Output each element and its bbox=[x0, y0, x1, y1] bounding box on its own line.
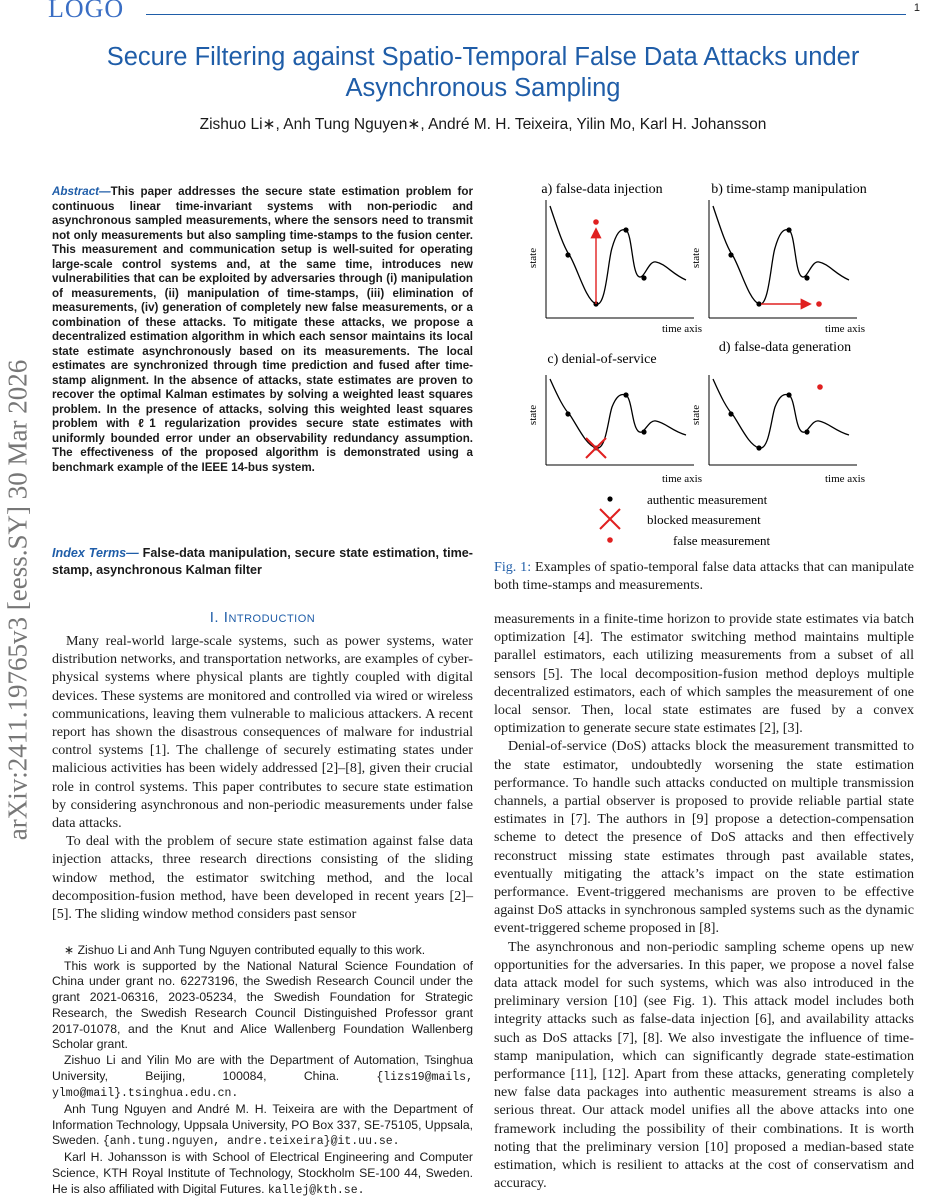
footnote-affiliation bbox=[52, 1102, 473, 1150]
section-heading bbox=[52, 609, 473, 626]
index-terms bbox=[52, 545, 473, 579]
figure-caption bbox=[494, 558, 914, 594]
authentic-measurement bbox=[804, 275, 809, 280]
footnotes bbox=[52, 943, 473, 1198]
authentic-measurement bbox=[786, 392, 791, 397]
abstract-label: Abstract— bbox=[52, 185, 111, 198]
paragraph: To deal with the problem of secure state estimation against false data injection attacks, three research directions consisting of the sliding window method, the estimator switching method, and the local decomposition-fusion method, have been developed in recent years [2]–[5]. The sliding window method considers past sensor bbox=[52, 833, 473, 923]
authentic-measurement bbox=[623, 392, 628, 397]
x-axis-label: time axis bbox=[661, 323, 703, 335]
abstract-text: This paper addresses the secure state estimation problem for continuous linear time-invariant systems with non-periodic and asynchronous sampled measurements, where the sensors need to transmit not only measurements but also sampling time-stamps to the fusion center. This measurement and communication setup is well-suited for operating large-scale control systems and, at the same time, introduces new vulnerabilities that can be exploited by adversaries through (i) manipulation of measurements, (ii) manipulation of time-stamps, (iii) elimination of measurements, (iv) generation of completely new false measurements, or a combination of these attacks. To mitigate these attacks, we propose a decentralized estimation algorithm in which each sensor maintains its local state estimate asynchronously based on its measurements. The local estimates are synchronized through time prediction and fused after time-stamp alignment. In the absence of attacks, state estimates are proven to recover the optimal Kalman estimates by solving a weighted least squares problem. In the presence of attacks, solving this weighted least squares problem with ℓ1 regularization provides secure state estimates with uniformly bounded error under an observability redundancy assumption. The effectiveness of the proposed algorithm is demonstrated using a benchmark example of the IEEE 14-bus system. bbox=[52, 185, 473, 474]
email-link[interactable]: {anh.tung.nguyen, andre.teixeira}@it.uu.se. bbox=[102, 1135, 400, 1149]
panel-title: d) false-data generation bbox=[718, 340, 852, 355]
y-axis-label: state bbox=[527, 404, 539, 426]
authentic-measurement bbox=[756, 301, 761, 306]
authentic-measurement bbox=[804, 429, 809, 434]
left-column-body bbox=[52, 632, 473, 923]
paper-title: Secure Filtering against Spatio-Temporal False Data Attacks under Asynchronous Sampling bbox=[106, 43, 860, 102]
paragraph: The asynchronous and non-periodic sampling scheme opens up new opportunities for the adversaries. In this paper, we propose a novel false data attack model for such systems, which was also introduced in the preliminary version [10] (see Fig. 1). This attack model includes both integrity attacks such as false-data injection [6], and availability attacks such as DoS attacks [7], [8]. We also investigate the influence of time-stamp manipulation, which can significantly degrade state-estimation performance [11], [12]. Apart from these attacks, generating completely new false data packages into authentic measurement streams is also a serious threat. Our attack model unifies all the above attacks into one framework including the possibility of their combinations. It is worth noting that the preliminary version [10] proposed a median-based state estimation, which is resilient to attacks at the cost of conservatism and accuracy. bbox=[494, 938, 914, 1192]
arxiv-identifier: arXiv:2411.19765v3 [eess.SY] 30 Mar 2026 bbox=[2, 359, 33, 841]
panel-title: a) false-data injection bbox=[541, 182, 663, 197]
y-axis-label: state bbox=[527, 247, 539, 269]
authentic-measurement bbox=[641, 429, 646, 434]
figure-legend bbox=[600, 492, 770, 548]
author-list: Zishuo Li∗, Anh Tung Nguyen∗, André M. H. Teixeira, Yilin Mo, Karl H. Johansson bbox=[199, 116, 767, 133]
figure-1-svg bbox=[494, 170, 914, 555]
footnote-affiliation bbox=[52, 1053, 473, 1102]
authentic-measurement bbox=[728, 411, 733, 416]
section-number: I. bbox=[209, 609, 220, 626]
y-axis-label: state bbox=[690, 247, 702, 269]
x-axis-label: time axis bbox=[824, 473, 866, 485]
caption-text: Examples of spatio-temporal false data attacks that can manipulate both time-stamps and measurements. bbox=[494, 559, 914, 594]
abstract bbox=[52, 185, 473, 475]
panel-title: c) denial-of-service bbox=[547, 352, 657, 367]
legend-authentic-label: authentic measurement bbox=[647, 492, 768, 507]
footnote-affiliation bbox=[52, 1150, 473, 1198]
email-link[interactable]: kallej@kth.se. bbox=[267, 1183, 365, 1197]
email-link[interactable]: {lizs19@mails, ylmo@mail}.tsinghua.edu.cn. bbox=[52, 1070, 473, 1101]
header-rule bbox=[146, 14, 906, 15]
arxiv-sidebar bbox=[0, 280, 38, 920]
paragraph: Many real-world large-scale systems, such as power systems, water distribution networks, and transportation networks, are examples of cyber-physical systems where physical plants are tightly coupled with digital devices. These systems are monitored and controlled via wired or wireless communications, leaving them vulnerable to malicious attackers. A recent report has shown the disastrous consequences of malware for industrial control systems [1]. The challenge of securely estimating states under malicious activities has been widely addressed [2]–[8], given their crucial role in control systems. This paper contributes to secure state estimation by considering asynchronous and non-periodic measurements under false data attacks. bbox=[52, 633, 473, 832]
page-number: 1 bbox=[913, 2, 920, 14]
panel-a bbox=[527, 182, 702, 335]
authentic-measurement bbox=[756, 445, 761, 450]
index-terms-label: Index Terms— bbox=[52, 546, 139, 560]
legend-false-label: false measurement bbox=[673, 533, 771, 548]
panel-title: b) time-stamp manipulation bbox=[711, 182, 867, 197]
authentic-measurement bbox=[786, 227, 791, 232]
logo: LOGO bbox=[48, 0, 125, 23]
x-axis-label: time axis bbox=[661, 473, 703, 485]
footnote-funding: This work is supported by the National Natural Science Foundation of China under grant no. 62273196, the Swedish Research Council under the grant 2021-06316, 2023-05234, the Swedish Foundation for Strategic Research, the Swedish Research Council Distinguished Professor grant 2017-01078, and the Knut and Alice Wallenberg Foundation Wallenberg Scholar grant. bbox=[52, 958, 473, 1052]
figure-1 bbox=[494, 170, 914, 555]
panel-d bbox=[690, 340, 865, 485]
x-axis-label: time axis bbox=[824, 323, 866, 335]
authentic-measurement bbox=[623, 227, 628, 232]
affiliation-text: Karl H. Johansson is with School of Electrical Engineering and Computer Science, KTH Royal Institute of Technology, Stockholm SE-100 44, Sweden. He is also affiliated with Digital Futures. bbox=[52, 1150, 473, 1196]
y-axis-label: state bbox=[690, 404, 702, 426]
footnote-equal-contribution: ∗ Zishuo Li and Anh Tung Nguyen contributed equally to this work. bbox=[64, 943, 426, 957]
caption-label: Fig. 1: bbox=[494, 559, 532, 575]
authentic-measurement bbox=[641, 275, 646, 280]
right-column-body bbox=[494, 610, 914, 1193]
index-terms-text: False-data manipulation, secure state estimation, time-stamp, asynchronous Kalman filter bbox=[52, 546, 473, 577]
false-measurement bbox=[816, 301, 822, 307]
affiliation-text: Zishuo Li and Yilin Mo are with the Department of Automation, Tsinghua University, Beijing, 100084, China. bbox=[52, 1052, 473, 1083]
authentic-measurement bbox=[728, 252, 733, 257]
affiliation-text: Anh Tung Nguyen and André M. H. Teixeira are with the Department of Information Technology, Uppsala University, PO Box 337, SE-75105, Uppsala, Sweden. bbox=[52, 1102, 473, 1148]
authentic-measurement bbox=[565, 252, 570, 257]
legend-false-marker bbox=[607, 537, 613, 543]
panel-c bbox=[527, 352, 702, 485]
paragraph: measurements in a finite-time horizon to provide state estimates via batch optimization [4]. The estimator switching method maintains multiple parallel estimators, each utilizing measurements from a subset of all sensors [5]. The local decomposition-fusion method deploys multiple decentralized estimators, each of which samples the measurement of one local sensor. Then, local state estimates are fused by a convex optimization to generate secure state estimates [2], [3]. bbox=[494, 611, 914, 737]
false-measurement bbox=[817, 384, 823, 390]
paragraph: Denial-of-service (DoS) attacks block the measurement transmitted to the state estimator, undoubtedly worsening the state estimation performance. To handle such attacks conducted on multiple transmission channels, a partial observer is proposed to provide reliable partial state estimates in [7]. The authors in [9] propose a detection-compensation scheme to detect the presence of DoS attacks and then effectively reconstruct missing state estimates through past available states, eventually mitigating the attack’s impact on the state estimation performance. Event-triggered mechanisms are proven to be effective against DoS attacks in synchronous sampled systems such as the dynamic event-triggered scheme proposed in [8]. bbox=[494, 738, 914, 937]
false-measurement bbox=[593, 219, 599, 225]
authentic-measurement bbox=[565, 411, 570, 416]
panel-b bbox=[690, 182, 867, 335]
section-title: Introduction bbox=[223, 609, 316, 626]
legend-authentic-marker bbox=[607, 496, 612, 501]
legend-blocked-label: blocked measurement bbox=[647, 512, 761, 527]
